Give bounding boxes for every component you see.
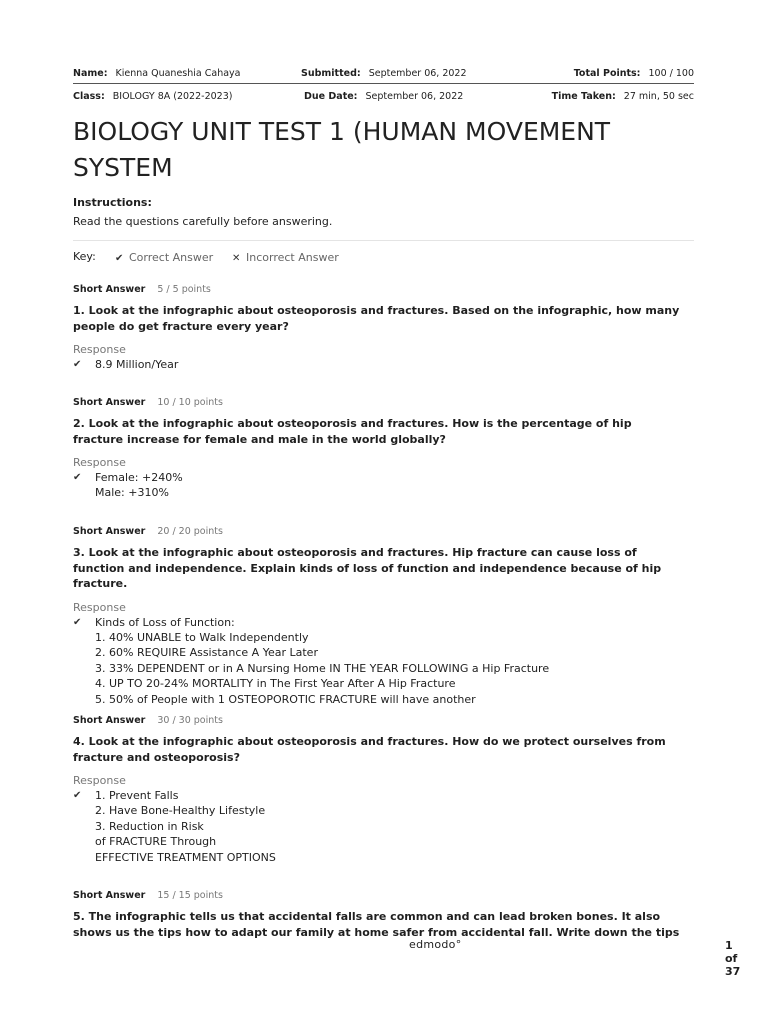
check-icon: ✔ — [73, 359, 82, 370]
student-name — [73, 68, 241, 79]
response-label: Response — [73, 456, 126, 469]
name-value: Kienna Quaneshia Cahaya — [115, 68, 241, 79]
question-type: Short Answer — [73, 526, 146, 537]
due-date-label: Due Date: — [304, 91, 358, 102]
response — [73, 470, 694, 501]
check-icon: ✔ — [73, 472, 82, 483]
response-label: Response — [73, 343, 126, 356]
response-line: 1. Prevent Falls — [95, 789, 179, 802]
total-points — [574, 68, 694, 79]
response-line: 8.9 Million/Year — [95, 358, 179, 371]
meta-row-1 — [73, 68, 694, 84]
question-4 — [73, 715, 694, 865]
due-date — [304, 91, 463, 102]
class-value: BIOLOGY 8A (2022-2023) — [112, 91, 233, 102]
question-points: 5 / 5 points — [157, 284, 211, 295]
header-divider — [73, 83, 694, 84]
response — [73, 615, 694, 707]
response — [73, 788, 694, 865]
question-header — [73, 890, 694, 904]
time-taken — [552, 91, 694, 102]
key-label: Key: — [73, 250, 96, 263]
question-2 — [73, 397, 694, 501]
question-text: 2. Look at the infographic about osteoporosis and fractures. How is the percentage of hip fracture increase for female and male in the world globally? — [73, 417, 632, 446]
key-incorrect — [232, 251, 339, 264]
question-type: Short Answer — [73, 715, 146, 726]
check-icon: ✔ — [73, 616, 82, 628]
response-line: 3. 33% DEPENDENT or in A Nursing Home IN THE YEAR FOLLOWING a Hip Fracture — [95, 661, 550, 675]
response-line: Female: +240% — [95, 471, 183, 484]
submitted-value: September 06, 2022 — [368, 68, 467, 79]
submitted-date — [301, 68, 467, 79]
question-1 — [73, 284, 694, 372]
question-5 — [73, 890, 694, 940]
document-page — [73, 0, 741, 1024]
submitted-label: Submitted: — [301, 68, 361, 79]
instructions-text: Read the questions carefully before answering. — [73, 215, 333, 228]
meta-row-2 — [73, 91, 694, 107]
question-3 — [73, 526, 694, 707]
question-points: 30 / 30 points — [157, 715, 223, 726]
key-correct — [115, 251, 213, 264]
question-points: 20 / 20 points — [157, 526, 223, 537]
question-text: 1. Look at the infographic about osteoporosis and fractures. Based on the infographic, how many people do get fracture every year? — [73, 304, 680, 333]
response-line: 5. 50% of People with 1 OSTEOPOROTIC FRACTURE will have another — [95, 692, 476, 706]
key-correct-label: Correct Answer — [129, 251, 214, 264]
response-line: 4. UP TO 20-24% MORTALITY in The First Year After A Hip Fracture — [95, 677, 456, 691]
question-header — [73, 526, 694, 540]
question-text: 4. Look at the infographic about osteoporosis and fractures. How do we protect ourselves from fracture and osteoporosis? — [73, 735, 666, 764]
instructions-divider — [73, 240, 694, 241]
time-taken-value: 27 min, 50 sec — [623, 91, 694, 102]
question-header — [73, 284, 694, 298]
due-date-value: September 06, 2022 — [365, 91, 464, 102]
question-text: 3. Look at the infographic about osteoporosis and fractures. Hip fracture can cause loss of function and independence. Explain kinds of loss of function and independence because of hip fracture. — [73, 546, 662, 590]
check-icon: ✔ — [115, 253, 124, 264]
edmodo-logo: edmodo° — [409, 938, 462, 951]
question-header — [73, 397, 694, 411]
question-type: Short Answer — [73, 890, 146, 901]
response-line: EFFECTIVE TREATMENT OPTIONS — [95, 850, 276, 864]
question-type: Short Answer — [73, 397, 146, 408]
response-line: 2. Have Bone-Healthy Lifestyle — [95, 804, 266, 818]
question-type: Short Answer — [73, 284, 146, 295]
response-line: Kinds of Loss of Function: — [95, 615, 235, 629]
response-line: Male: +310% — [95, 486, 169, 500]
response-line: 1. 40% UNABLE to Walk Independently — [95, 630, 309, 644]
response-label: Response — [73, 774, 126, 787]
check-icon: ✔ — [73, 790, 82, 801]
response — [73, 357, 694, 372]
page-number: 1 of 37 — [725, 939, 741, 978]
total-points-value: 100 / 100 — [648, 68, 694, 79]
instructions-label: Instructions: — [73, 196, 152, 209]
class-label: Class: — [73, 91, 105, 102]
question-text: 5. The infographic tells us that accidental falls are common and can lead broken bones. It also shows us the tips how to adapt our family at home safer from accidental fall. Write down the tips — [73, 910, 680, 939]
total-points-label: Total Points: — [573, 68, 641, 79]
class-info — [73, 91, 232, 102]
time-taken-label: Time Taken: — [551, 91, 616, 102]
response-line: of FRACTURE Through — [95, 835, 217, 849]
response-label: Response — [73, 600, 126, 614]
test-title: BIOLOGY UNIT TEST 1 (HUMAN MOVEMENT SYSTEM — [73, 117, 611, 182]
question-points: 15 / 15 points — [157, 890, 223, 901]
question-points: 10 / 10 points — [157, 397, 223, 408]
question-header — [73, 715, 694, 729]
key-incorrect-label: Incorrect Answer — [246, 251, 339, 264]
name-label: Name: — [73, 68, 108, 79]
cross-icon: ✕ — [232, 253, 241, 264]
response-line: 2. 60% REQUIRE Assistance A Year Later — [95, 646, 318, 660]
response-line: 3. Reduction in Risk — [95, 819, 204, 833]
